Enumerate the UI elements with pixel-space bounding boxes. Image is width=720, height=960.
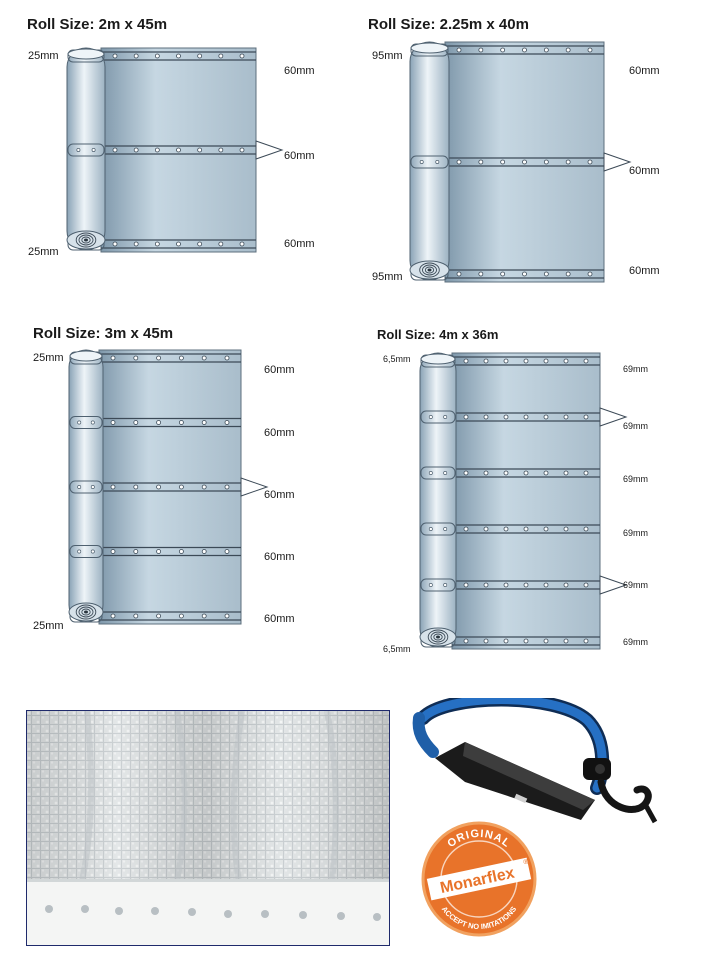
band-label-4-5: 69mm [623, 580, 649, 590]
eyelet [484, 583, 488, 587]
eyelet [504, 471, 508, 475]
end-label-bottom-4: 6,5mm [383, 644, 411, 654]
roll-eyelet [429, 527, 432, 530]
roll-eyelet [444, 583, 447, 586]
logo-brand-text: Monarflex [438, 864, 517, 898]
bungee-hook-image [405, 698, 705, 840]
end-label-bottom-3: 25mm [33, 620, 64, 632]
band-label-2-1: 60mm [629, 65, 660, 77]
eyelet [504, 527, 508, 531]
eyelet [564, 359, 568, 363]
band-label-4-2: 69mm [623, 421, 649, 431]
end-label-top-4: 6,5mm [383, 354, 411, 364]
eyelet [484, 415, 488, 419]
eyelet [524, 639, 528, 643]
eyelet [484, 471, 488, 475]
eyelet [584, 583, 588, 587]
band-label-4-6: 69mm [623, 637, 649, 647]
roll-core [436, 636, 440, 639]
sheet-body [452, 353, 600, 649]
eyelet [504, 359, 508, 363]
roll-eyelet [429, 583, 432, 586]
eyelet [484, 527, 488, 531]
eyelet [544, 639, 548, 643]
sheeting-photo [26, 710, 390, 946]
roll-size-title-3: Roll Size: 3m x 45m [33, 325, 174, 342]
end-label-top-1: 25mm [28, 50, 59, 62]
eyelet [544, 583, 548, 587]
eyelet [484, 359, 488, 363]
band-label-4-4: 69mm [623, 528, 649, 538]
eyelet [544, 527, 548, 531]
eyelet [524, 415, 528, 419]
band-label-1-2: 60mm [284, 150, 315, 162]
roll-eyelet [444, 415, 447, 418]
roll-size-title-4: Roll Size: 4m x 36m [377, 327, 499, 342]
end-label-top-3: 25mm [33, 352, 64, 364]
eyelet [464, 415, 468, 419]
eyelet [524, 583, 528, 587]
roll-size-title-1: Roll Size: 2m x 45m [27, 16, 168, 33]
eyelet [524, 359, 528, 363]
eyelet [504, 639, 508, 643]
roll-eyelet [444, 527, 447, 530]
eyelet [544, 359, 548, 363]
eyelet [524, 527, 528, 531]
band-label-1-1: 60mm [284, 65, 315, 77]
band-label-3-5: 60mm [264, 613, 295, 625]
eyelet [464, 471, 468, 475]
sheeting-texture-image [27, 711, 389, 945]
roll-cap [421, 354, 455, 364]
eyelet [464, 583, 468, 587]
band-label-2-2: 60mm [629, 165, 660, 177]
band-label-2-3: 60mm [629, 265, 660, 277]
band-label-3-1: 60mm [264, 364, 295, 376]
eyelet [544, 471, 548, 475]
roll-eyelet [444, 471, 447, 474]
eyelet [464, 639, 468, 643]
eyelet [584, 359, 588, 363]
eyelet [504, 415, 508, 419]
eyelet [584, 639, 588, 643]
logo-bottom-text: ACCEPT NO IMITATIONS [439, 904, 519, 932]
monarflex-logo [420, 820, 538, 938]
band-label-4-3: 69mm [623, 474, 649, 484]
eyelet [584, 471, 588, 475]
end-label-bottom-2: 95mm [372, 271, 403, 283]
eyelet [484, 639, 488, 643]
logo-top-text: ORIGINAL [445, 827, 513, 851]
eyelet [464, 527, 468, 531]
eyelet [564, 639, 568, 643]
band-label-4-1: 69mm [623, 364, 649, 374]
band-label-3-3: 60mm [264, 489, 295, 501]
eyelet [564, 583, 568, 587]
eyelet [464, 359, 468, 363]
end-label-top-2: 95mm [372, 50, 403, 62]
eyelet [584, 415, 588, 419]
eyelet [584, 527, 588, 531]
roll-eyelet [429, 415, 432, 418]
roll-size-title-2: Roll Size: 2.25m x 40m [368, 16, 529, 33]
eyelet [524, 471, 528, 475]
eyelet [564, 527, 568, 531]
logo-registered-mark: ® [522, 858, 530, 867]
band-label-3-4: 60mm [264, 551, 295, 563]
eyelet [564, 471, 568, 475]
eyelet [544, 415, 548, 419]
roll-eyelet [429, 471, 432, 474]
band-label-3-2: 60mm [264, 427, 295, 439]
roll-cylinder [420, 353, 456, 647]
end-label-bottom-1: 25mm [28, 246, 59, 258]
eyelet [564, 415, 568, 419]
band-label-1-3: 60mm [284, 238, 315, 250]
eyelet [504, 583, 508, 587]
